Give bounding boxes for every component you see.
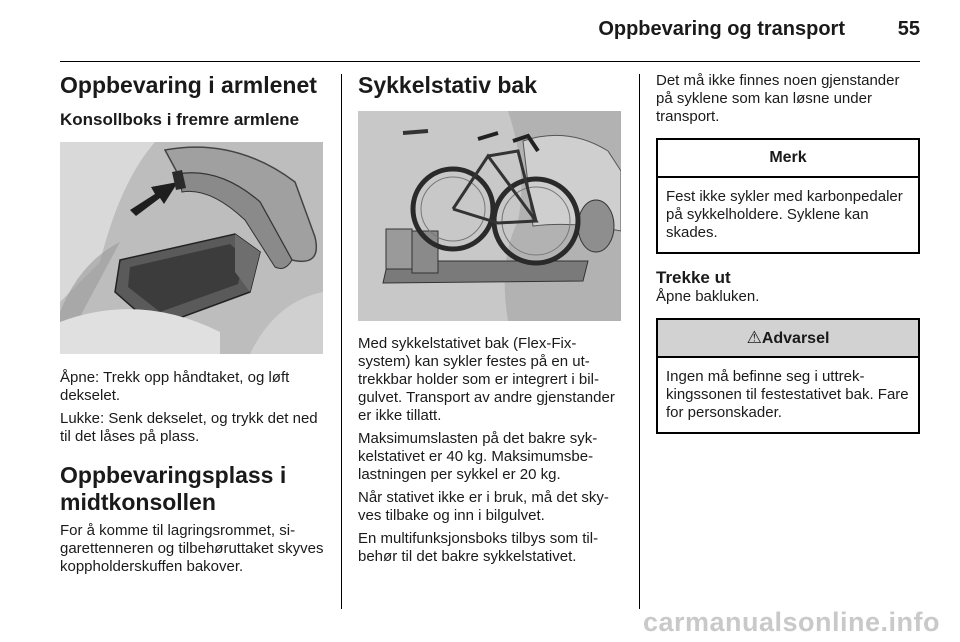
column-1 <box>60 72 325 576</box>
armrest-console-illustration <box>60 142 323 354</box>
heading-armrest-storage: Oppbevaring i armlenet <box>60 72 317 98</box>
heading-rear-bike-carrier: Sykkelstativ bak <box>358 72 538 98</box>
rear-bike-carrier-illustration <box>358 111 621 321</box>
para-max-load: Maksimumslasten på det bakre sykkelstativet er 40 kg. Maksimumsbelastningen per sykkel er 20 kg. <box>358 430 598 483</box>
warning-header <box>658 320 918 358</box>
note-box <box>656 138 920 254</box>
note-body: Fest ikke sykler med karbonpedaler på sykkelholdere. Syklene kan skades. <box>666 188 903 241</box>
heading-pull-out: Trekke ut <box>656 268 731 287</box>
para-no-loose-objects: Det må ikke finnes noen gjenstander på syklene som kan løsne under transport. <box>656 72 900 125</box>
para-when-not-in-use: Når stativet ikke er i bruk, må det skyves tilbake og inn i bilgulvet. <box>358 489 609 524</box>
warning-title: Advarsel <box>761 330 830 347</box>
watermark: carmanualsonline.info <box>642 607 940 637</box>
warning-body: Ingen må befinne seg i uttrekkingssonen til festestativet bak. Fare for personskader. <box>666 368 909 421</box>
para-close-lid: Lukke: Senk dekselet, og trykk det ned til det låses på plass. <box>60 410 318 445</box>
column-divider-2 <box>639 74 640 609</box>
para-multifunction-box: En multifunksjonsboks tilbys som tilbehør til det bakre sykkelstativet. <box>358 530 599 565</box>
section-title: Oppbevaring og transport <box>598 18 845 40</box>
header-rule <box>60 61 920 62</box>
warning-triangle-icon: ⚠ <box>746 328 762 347</box>
column-2 <box>358 72 623 566</box>
para-open-tailgate: Åpne bakluken. <box>656 288 760 305</box>
page-number: 55 <box>897 18 920 40</box>
warning-box <box>656 318 920 434</box>
column-divider-1 <box>341 74 342 609</box>
page-header <box>60 0 920 60</box>
para-flex-fix-system: Med sykkelstativet bak (Flex-Fix-system) kan sykler festes på en uttrekkbar holder som er integrert i bilgulvet. Transport av andre gjenstander er ikke tillatt. <box>358 335 615 424</box>
column-3 <box>656 72 920 434</box>
para-open-lid: Åpne: Trekk opp håndtaket, og løft dekselet. <box>60 369 290 404</box>
para-center-console: For å komme til lagringsrommet, sigarettenneren og tilbehøruttaket skyves koppholderskuffen bakover. <box>60 522 324 575</box>
note-title: Merk <box>658 140 918 178</box>
heading-center-console-storage: Oppbevaringsplass i midtkonsollen <box>60 462 287 515</box>
subheading-front-armrest: Konsollboks i fremre armlene <box>60 110 300 129</box>
